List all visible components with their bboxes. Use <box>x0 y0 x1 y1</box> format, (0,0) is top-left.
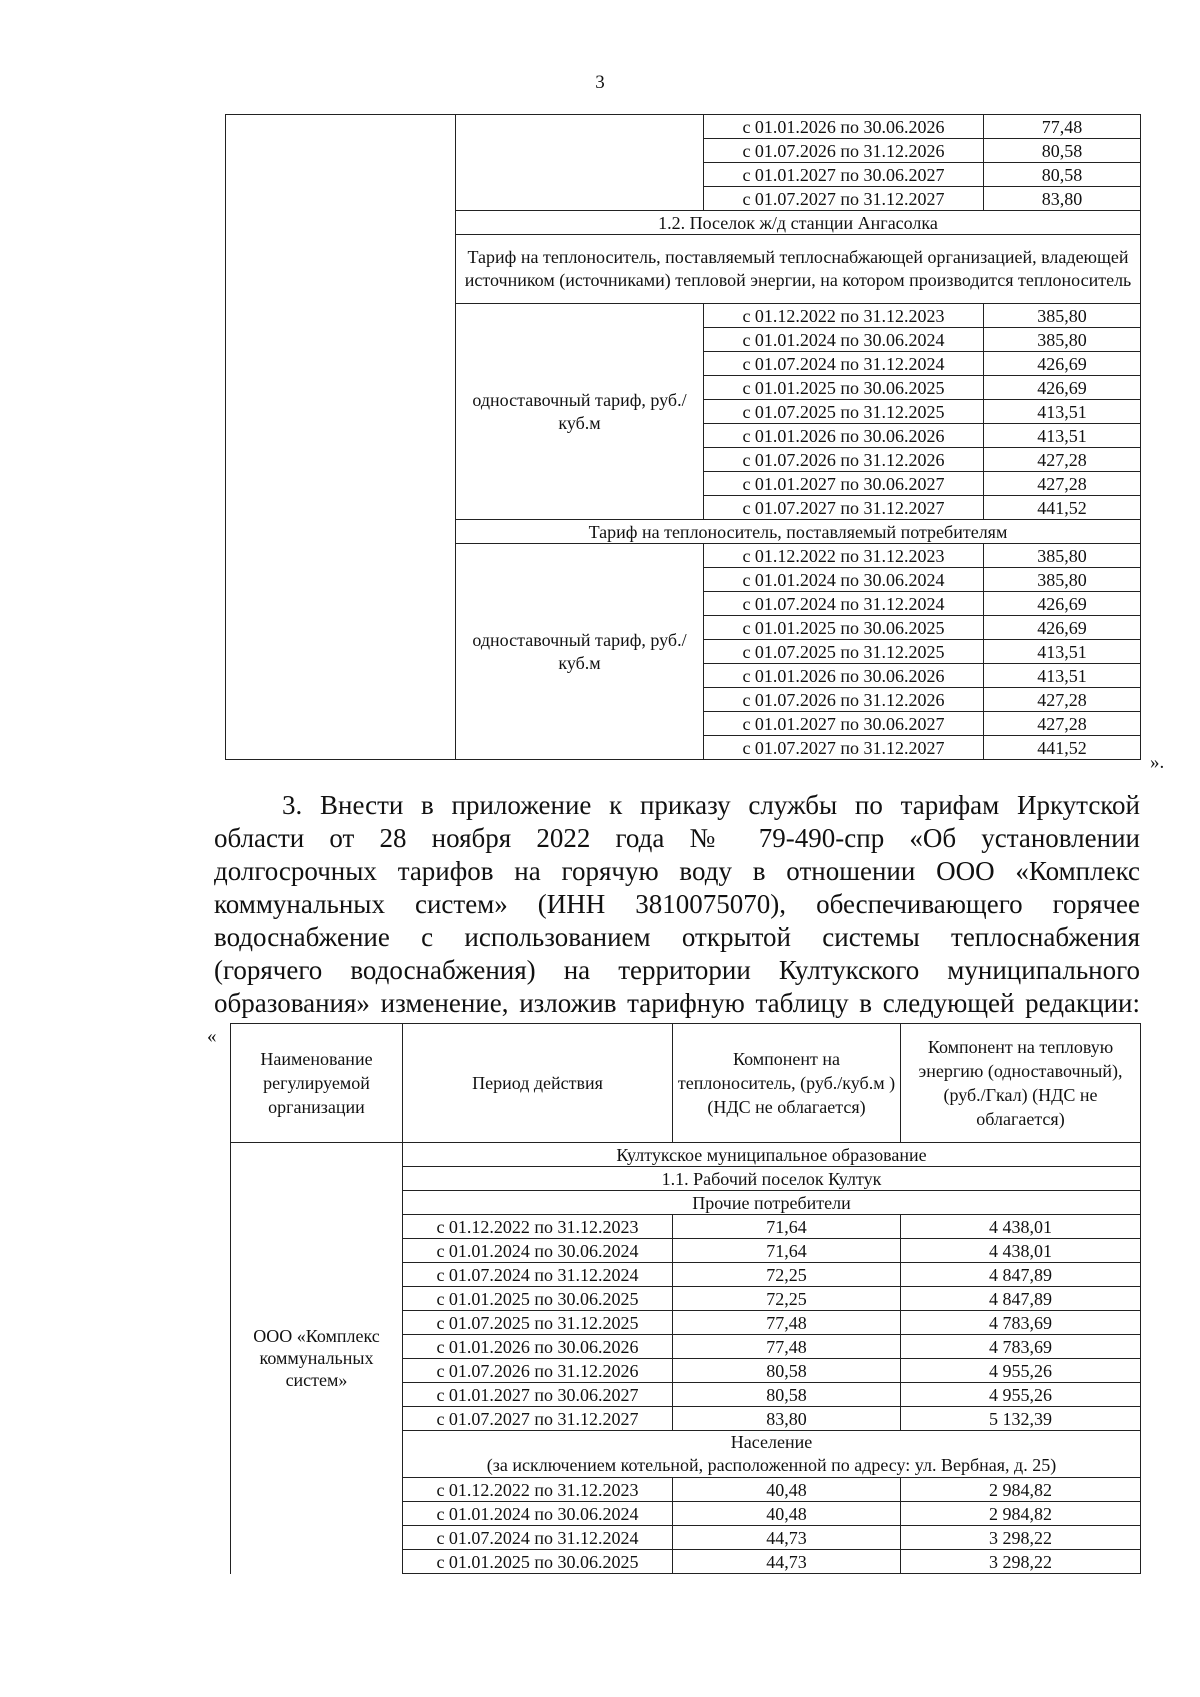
energy-cell: 4 438,01 <box>901 1215 1141 1239</box>
carrier-cell: 72,25 <box>673 1287 901 1311</box>
value-cell: 427,28 <box>984 472 1141 496</box>
period-cell: с 01.01.2026 по 30.06.2026 <box>704 115 984 139</box>
org-name-cell: ООО «Комплекс коммунальных систем» <box>231 1143 403 1574</box>
tariff-label: одноставочный тариф, руб./куб.м <box>456 304 704 520</box>
energy-cell: 2 984,82 <box>901 1478 1141 1502</box>
energy-cell: 4 438,01 <box>901 1239 1141 1263</box>
period-cell: с 01.01.2027 по 30.06.2027 <box>704 472 984 496</box>
value-cell: 413,51 <box>984 424 1141 448</box>
closing-quote: ». <box>1150 752 1165 773</box>
paragraph-line: области от 28 ноября 2022 года № 79-490-спр «Об установлении <box>214 823 1140 853</box>
value-cell: 427,28 <box>984 688 1141 712</box>
period-cell: с 01.12.2022 по 31.12.2023 <box>704 304 984 328</box>
carrier-cell: 40,48 <box>673 1502 901 1526</box>
period-cell: с 01.01.2026 по 30.06.2026 <box>704 424 984 448</box>
period-cell: с 01.01.2026 по 30.06.2026 <box>403 1335 673 1359</box>
municipality-row <box>231 1143 1141 1167</box>
value-cell: 385,80 <box>984 304 1141 328</box>
period-cell: с 01.01.2024 по 30.06.2024 <box>704 568 984 592</box>
period-cell: с 01.07.2025 по 31.12.2025 <box>704 640 984 664</box>
period-cell: с 01.12.2022 по 31.12.2023 <box>403 1215 673 1239</box>
energy-cell: 3 298,22 <box>901 1550 1141 1574</box>
value-cell: 413,51 <box>984 640 1141 664</box>
energy-cell: 4 847,89 <box>901 1287 1141 1311</box>
period-cell: с 01.07.2025 по 31.12.2025 <box>403 1311 673 1335</box>
energy-cell: 4 783,69 <box>901 1335 1141 1359</box>
amendment-paragraph <box>214 789 1140 1020</box>
page-number: 3 <box>595 72 605 93</box>
value-cell: 427,28 <box>984 448 1141 472</box>
value-cell: 441,52 <box>984 496 1141 520</box>
value-cell: 385,80 <box>984 544 1141 568</box>
value-cell: 413,51 <box>984 664 1141 688</box>
section-title: 1.2. Поселок ж/д станции Ангасолка <box>456 211 1141 235</box>
group-population-line: Население <box>730 1432 813 1452</box>
value-cell: 426,69 <box>984 616 1141 640</box>
paragraph-line: коммунальных систем» (ИНН 3810075070), обеспечивающего горячее <box>214 889 1140 919</box>
tariff-a-title: Тариф на теплоноситель, поставляемый теплоснабжающей организацией, владеющей источником (источниками) тепловой энергии, на котором производится теплоноситель <box>456 235 1141 304</box>
tariff-b-title: Тариф на теплоноситель, поставляемый потребителям <box>456 520 1141 544</box>
period-cell: с 01.07.2024 по 31.12.2024 <box>403 1526 673 1550</box>
period-cell: с 01.01.2024 по 30.06.2024 <box>403 1239 673 1263</box>
value-cell: 80,58 <box>984 139 1141 163</box>
energy-cell: 2 984,82 <box>901 1502 1141 1526</box>
period-cell: с 01.01.2025 по 30.06.2025 <box>403 1550 673 1574</box>
hot-water-tariff-table <box>230 1023 1141 1574</box>
settlement-title: 1.1. Рабочий поселок Култук <box>403 1167 1141 1191</box>
period-cell: с 01.01.2026 по 30.06.2026 <box>704 664 984 688</box>
carrier-cell: 71,64 <box>673 1239 901 1263</box>
group-population-line: (за исключением котельной, расположенной по адресу: ул. Вербная, д. 25) <box>486 1455 1057 1475</box>
period-cell: с 01.01.2024 по 30.06.2024 <box>704 328 984 352</box>
group-other-title: Прочие потребители <box>403 1191 1141 1215</box>
municipality-title: Култукское муниципальное образование <box>403 1143 1141 1167</box>
energy-cell: 5 132,39 <box>901 1407 1141 1431</box>
header-org: Наименование регулируемой организации <box>231 1024 403 1143</box>
energy-cell: 4 783,69 <box>901 1311 1141 1335</box>
period-cell: с 01.07.2024 по 31.12.2024 <box>704 592 984 616</box>
paragraph-line: 3. Внести в приложение к приказу службы по тарифам Иркутской <box>282 790 1140 820</box>
period-cell: с 01.01.2025 по 30.06.2025 <box>403 1287 673 1311</box>
period-cell: с 01.07.2027 по 31.12.2027 <box>704 187 984 211</box>
period-cell: с 01.07.2026 по 31.12.2026 <box>704 448 984 472</box>
period-cell: с 01.12.2022 по 31.12.2023 <box>704 544 984 568</box>
value-cell: 83,80 <box>984 187 1141 211</box>
value-cell: 427,28 <box>984 712 1141 736</box>
period-cell: с 01.07.2027 по 31.12.2027 <box>704 736 984 760</box>
period-cell: с 01.01.2027 по 30.06.2027 <box>704 163 984 187</box>
period-cell: с 01.07.2026 по 31.12.2026 <box>403 1359 673 1383</box>
period-cell: с 01.12.2022 по 31.12.2023 <box>403 1478 673 1502</box>
table-row <box>226 115 1141 139</box>
header-period: Период действия <box>403 1024 673 1143</box>
paragraph-line: образования» изменение, изложив тарифную таблицу в следующей редакции: <box>214 988 1140 1018</box>
tariff-table-continued <box>225 114 1141 760</box>
carrier-cell: 77,48 <box>673 1311 901 1335</box>
period-cell: с 01.01.2027 по 30.06.2027 <box>704 712 984 736</box>
header-carrier: Компонент на теплоноситель, (руб./куб.м ) (НДС не облагается) <box>673 1024 901 1143</box>
carrier-cell: 77,48 <box>673 1335 901 1359</box>
period-cell: с 01.07.2024 по 31.12.2024 <box>704 352 984 376</box>
period-cell: с 01.07.2024 по 31.12.2024 <box>403 1263 673 1287</box>
energy-cell: 3 298,22 <box>901 1526 1141 1550</box>
paragraph-line: (горячего водоснабжения) на территории Култукского муниципального <box>214 955 1140 985</box>
carrier-cell: 44,73 <box>673 1526 901 1550</box>
value-cell: 77,48 <box>984 115 1141 139</box>
paragraph-line: долгосрочных тарифов на горячую воду в отношении ООО «Комплекс <box>214 856 1140 886</box>
period-cell: с 01.07.2027 по 31.12.2027 <box>403 1407 673 1431</box>
carrier-cell: 71,64 <box>673 1215 901 1239</box>
period-cell: с 01.07.2026 по 31.12.2026 <box>704 139 984 163</box>
paragraph-line: водоснабжение с использованием открытой системы теплоснабжения <box>214 922 1140 952</box>
carrier-cell: 44,73 <box>673 1550 901 1574</box>
value-cell: 413,51 <box>984 400 1141 424</box>
period-cell: с 01.01.2025 по 30.06.2025 <box>704 376 984 400</box>
value-cell: 426,69 <box>984 592 1141 616</box>
carrier-cell: 80,58 <box>673 1359 901 1383</box>
energy-cell: 4 847,89 <box>901 1263 1141 1287</box>
carrier-cell: 72,25 <box>673 1263 901 1287</box>
table-header-row <box>231 1024 1141 1143</box>
carrier-cell: 83,80 <box>673 1407 901 1431</box>
carrier-cell: 40,48 <box>673 1478 901 1502</box>
carrier-cell: 80,58 <box>673 1383 901 1407</box>
opening-quote: « <box>207 1026 217 1047</box>
value-cell: 441,52 <box>984 736 1141 760</box>
period-cell: с 01.01.2024 по 30.06.2024 <box>403 1502 673 1526</box>
period-cell: с 01.01.2027 по 30.06.2027 <box>403 1383 673 1407</box>
period-cell: с 01.07.2026 по 31.12.2026 <box>704 688 984 712</box>
energy-cell: 4 955,26 <box>901 1383 1141 1407</box>
period-cell: с 01.07.2025 по 31.12.2025 <box>704 400 984 424</box>
group-population-title <box>403 1431 1141 1478</box>
energy-cell: 4 955,26 <box>901 1359 1141 1383</box>
value-cell: 385,80 <box>984 568 1141 592</box>
header-energy: Компонент на тепловую энергию (одноставочный), (руб./Гкал) (НДС не облагается) <box>901 1024 1141 1143</box>
value-cell: 426,69 <box>984 376 1141 400</box>
empty-cell <box>456 115 704 211</box>
tariff-label: одноставочный тариф, руб./куб.м <box>456 544 704 760</box>
period-cell: с 01.01.2025 по 30.06.2025 <box>704 616 984 640</box>
org-cell <box>226 115 456 760</box>
value-cell: 426,69 <box>984 352 1141 376</box>
value-cell: 80,58 <box>984 163 1141 187</box>
value-cell: 385,80 <box>984 328 1141 352</box>
period-cell: с 01.07.2027 по 31.12.2027 <box>704 496 984 520</box>
